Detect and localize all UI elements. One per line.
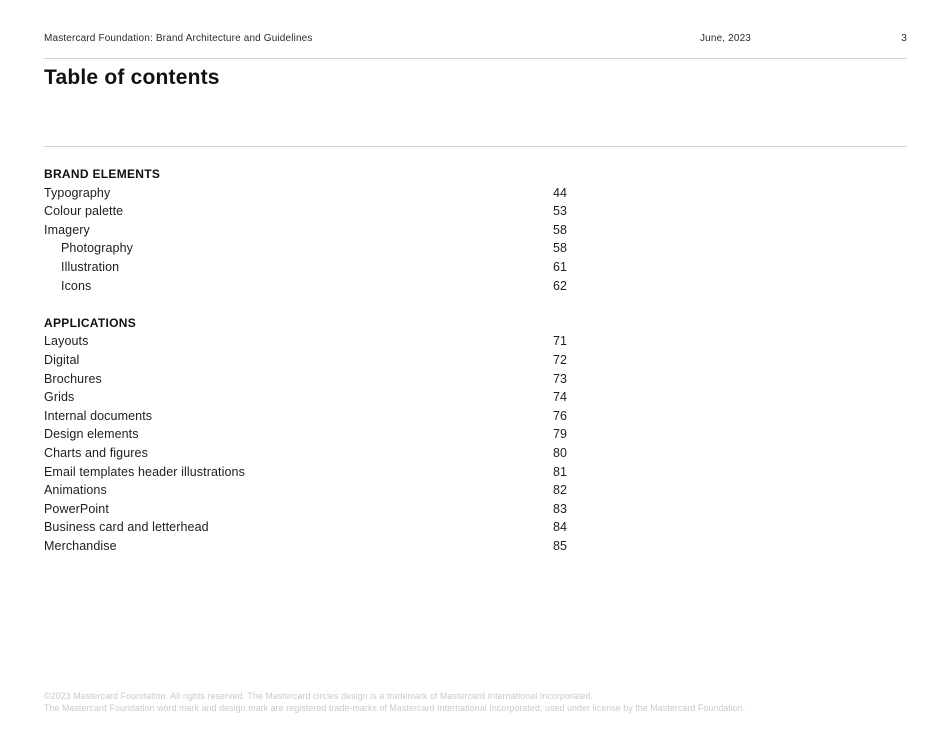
title-divider — [44, 146, 907, 147]
toc-entry-email-templates[interactable] — [44, 463, 907, 482]
toc-entry-label: Business card and letterhead — [44, 520, 209, 535]
toc-section-brand-elements — [44, 165, 907, 295]
toc-entry-page: 58 — [553, 222, 568, 237]
page-title: Table of contents — [44, 66, 220, 89]
toc-entry-page: 80 — [553, 445, 568, 460]
toc-entry-label: Internal documents — [44, 408, 153, 423]
toc-section-applications — [44, 314, 907, 556]
footer-legal — [44, 690, 924, 714]
toc-entry-label: PowerPoint — [44, 501, 109, 516]
toc-entry-label: Design elements — [44, 427, 139, 442]
toc-entry-label: Merchandise — [44, 538, 117, 553]
document-title: Mastercard Foundation: Brand Architecture and Guidelines — [44, 33, 313, 44]
toc-entry-business-card[interactable] — [44, 518, 907, 537]
toc-entry-page: 62 — [553, 278, 568, 293]
toc-entry-page: 84 — [553, 520, 568, 535]
toc-entry-page: 82 — [553, 483, 568, 498]
toc-entry-label: Digital — [44, 352, 80, 367]
toc-entry-label: Colour palette — [44, 204, 124, 219]
toc-entry-design-elements[interactable] — [44, 425, 907, 444]
toc-entry-page: 76 — [553, 408, 568, 423]
toc-entry-icons[interactable] — [44, 277, 907, 296]
toc-entry-label: Illustration — [61, 259, 120, 274]
toc-entry-illustration[interactable] — [44, 258, 907, 277]
toc-entry-typography[interactable] — [44, 184, 907, 203]
toc-entry-page: 44 — [553, 185, 568, 200]
footer-line-1: ©2023 Mastercard Foundation. All rights reserved. The Mastercard circles design is a trademark of Mastercard International Incorporated. — [44, 691, 593, 701]
toc-entry-page: 72 — [553, 352, 568, 367]
toc-section-heading: APPLICATIONS — [44, 315, 137, 330]
toc-entry-page: 83 — [553, 501, 568, 516]
toc-entry-label: Imagery — [44, 222, 90, 237]
toc-entry-label: Layouts — [44, 334, 89, 349]
toc-entry-label: Brochures — [44, 371, 102, 386]
toc-entry-charts-and-figures[interactable] — [44, 444, 907, 463]
toc-entry-layouts[interactable] — [44, 332, 907, 351]
header-divider — [44, 58, 907, 59]
toc-entry-label: Animations — [44, 483, 107, 498]
page-number: 3 — [901, 33, 907, 44]
toc-entry-page: 73 — [553, 371, 568, 386]
toc-entry-brochures[interactable] — [44, 370, 907, 389]
toc-entry-imagery[interactable] — [44, 221, 907, 240]
toc-entry-page: 74 — [553, 390, 568, 405]
toc-entry-label: Typography — [44, 185, 111, 200]
toc-entry-page: 58 — [553, 241, 568, 256]
toc-entry-label: Charts and figures — [44, 445, 148, 460]
table-of-contents — [44, 165, 907, 555]
toc-entry-photography[interactable] — [44, 239, 907, 258]
toc-entry-label: Email templates header illustrations — [44, 464, 245, 479]
toc-entry-label: Grids — [44, 390, 75, 405]
document-date: June, 2023 — [700, 33, 751, 44]
toc-entry-grids[interactable] — [44, 388, 907, 407]
footer-line-2: The Mastercard Foundation word mark and design mark are registered trade-marks of Mastercard International Incorporated, used under license by the Mastercard Foundation. — [44, 703, 746, 713]
running-header — [44, 33, 907, 47]
toc-section-heading: BRAND ELEMENTS — [44, 167, 161, 181]
toc-entry-animations[interactable] — [44, 481, 907, 500]
toc-entry-label: Icons — [61, 278, 92, 293]
toc-entry-page: 61 — [553, 259, 568, 274]
toc-entry-internal-documents[interactable] — [44, 407, 907, 426]
toc-entry-page: 85 — [553, 538, 568, 553]
toc-entry-powerpoint[interactable] — [44, 500, 907, 519]
toc-entry-page: 81 — [553, 464, 568, 479]
toc-entry-label: Photography — [61, 241, 133, 256]
toc-entry-merchandise[interactable] — [44, 537, 907, 556]
toc-entry-page: 71 — [553, 334, 568, 349]
toc-entry-digital[interactable] — [44, 351, 907, 370]
toc-entry-page: 79 — [553, 427, 568, 442]
toc-entry-colour-palette[interactable] — [44, 202, 907, 221]
toc-entry-page: 53 — [553, 204, 568, 219]
